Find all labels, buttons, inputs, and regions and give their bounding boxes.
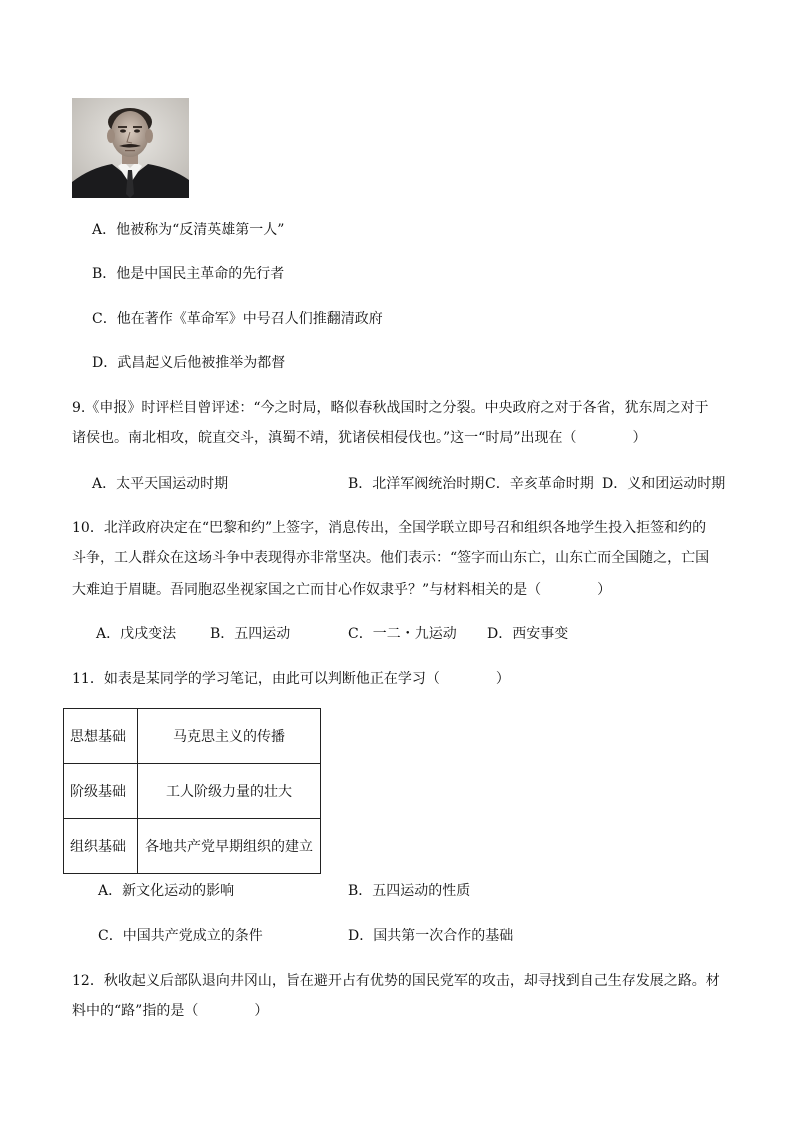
- table-cell: 工人阶级力量的壮大: [138, 764, 321, 819]
- q9-option-b: B．北洋军阀统治时期: [348, 476, 485, 492]
- q9-stem-line-2: 诸侯也。南北相攻，皖直交斗，滇蜀不靖，犹诸侯相侵伐也。”这一“时局”出现在（ ）: [72, 430, 647, 446]
- q10-option-a: A．戊戌变法: [96, 626, 177, 642]
- q10-option-d: D．西安事变: [487, 626, 569, 642]
- q8-option-b: B．他是中国民主革命的先行者: [92, 266, 285, 282]
- q9-option-a: A．太平天国运动时期: [92, 476, 229, 492]
- q12-stem-line-1: 12．秋收起义后部队退向井冈山，旨在避开占有优势的国民党军的攻击，却寻找到自己生存发展之路。材: [72, 973, 720, 989]
- table-cell: 各地共产党早期组织的建立: [138, 819, 321, 874]
- q10-option-c: C．一二・九运动: [348, 626, 457, 642]
- q9-option-c: C．辛亥革命时期: [485, 476, 594, 492]
- q9-stem-line-1: 9.《申报》时评栏目曾评述：“今之时局，略似春秋战国时之分裂。中央政府之对于各省，犹东周之对于: [72, 400, 709, 416]
- table-cell: 思想基础: [64, 709, 138, 764]
- table-cell: 组织基础: [64, 819, 138, 874]
- portrait-photo: [72, 98, 189, 198]
- q11-option-b: B．五四运动的性质: [348, 883, 471, 899]
- q10-stem-line-3: 大难迫于眉睫。吾同胞忍坐视家国之亡而甘心作奴隶乎？”与材料相关的是（ ）: [72, 582, 612, 598]
- q8-option-a: A．他被称为“反清英雄第一人”: [92, 222, 285, 238]
- q10-stem-line-2: 斗争，工人群众在这场斗争中表现得亦非常坚决。他们表示：“签字而山东亡，山东亡而全国随之，亡国: [72, 550, 710, 566]
- q11-option-d: D．国共第一次合作的基础: [348, 928, 514, 944]
- table-row: [64, 819, 321, 874]
- table-row: [64, 709, 321, 764]
- table-cell: 阶级基础: [64, 764, 138, 819]
- q8-option-c: C．他在著作《革命军》中号召人们推翻清政府: [92, 311, 383, 327]
- study-notes-table: [63, 708, 321, 874]
- q8-option-d: D．武昌起义后他被推举为都督: [92, 355, 286, 371]
- q9-option-d: D．义和团运动时期: [602, 476, 726, 492]
- q11-stem: 11．如表是某同学的学习笔记，由此可以判断他正在学习（ ）: [72, 671, 510, 687]
- q12-stem-line-2: 料中的“路”指的是（ ）: [72, 1003, 269, 1019]
- q11-option-a: A．新文化运动的影响: [98, 883, 235, 899]
- table-cell: 马克思主义的传播: [138, 709, 321, 764]
- q11-option-c: C．中国共产党成立的条件: [98, 928, 263, 944]
- q10-option-b: B．五四运动: [210, 626, 291, 642]
- q10-stem-line-1: 10．北洋政府决定在“巴黎和约”上签字，消息传出，全国学联立即号召和组织各地学生投入拒签和约的: [72, 520, 707, 536]
- table-row: [64, 764, 321, 819]
